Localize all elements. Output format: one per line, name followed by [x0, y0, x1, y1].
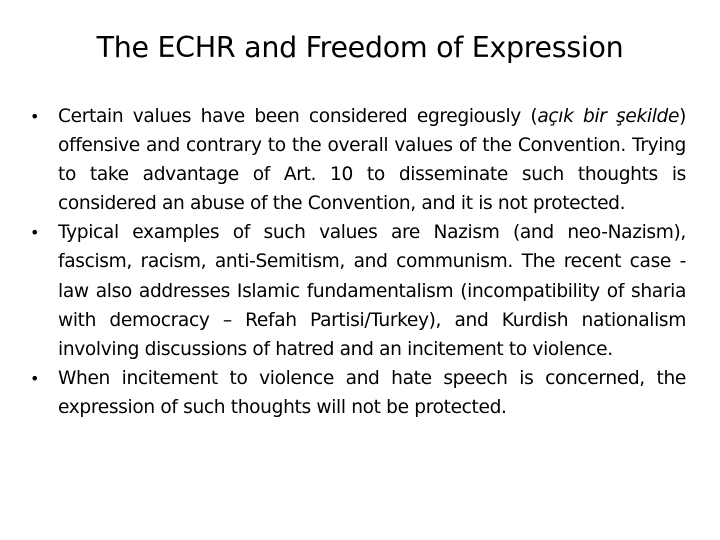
- bullet-italic-term: açık bir şekilde: [537, 106, 680, 127]
- bullet-text-part: Certain values have been considered egregiously (: [58, 106, 538, 127]
- bullet-text-part: ) offensive and contrary to the overall values of the Convention. Trying to take advantage of Art. 10 to disseminate such thoughts is considered an abuse of the Convention, and it is not protected.: [58, 106, 686, 215]
- bullet-icon: •: [30, 223, 40, 243]
- bullet-item-2: [30, 218, 686, 363]
- bullet-item-1: [30, 102, 686, 218]
- slide-title: The ECHR and Freedom of Expression: [96, 31, 624, 64]
- bullet-list: [30, 102, 686, 422]
- bullet-text: Typical examples of such values are Nazism (and neo-Nazism), fascism, racism, anti-Semitism, and communism. The recent case -law also addresses Islamic fundamentalism (incompatibility of sharia with democracy – Refah Partisi/Turkey), and Kurdish nationalism involving discussions of hatred and an incitement to violence.: [58, 222, 686, 360]
- bullet-icon: •: [30, 107, 40, 126]
- bullet-text: When incitement to violence and hate speech is concerned, the expression of such thoughts will not be protected.: [58, 367, 686, 418]
- bullet-icon: •: [30, 368, 40, 388]
- bullet-item-3: [30, 364, 686, 422]
